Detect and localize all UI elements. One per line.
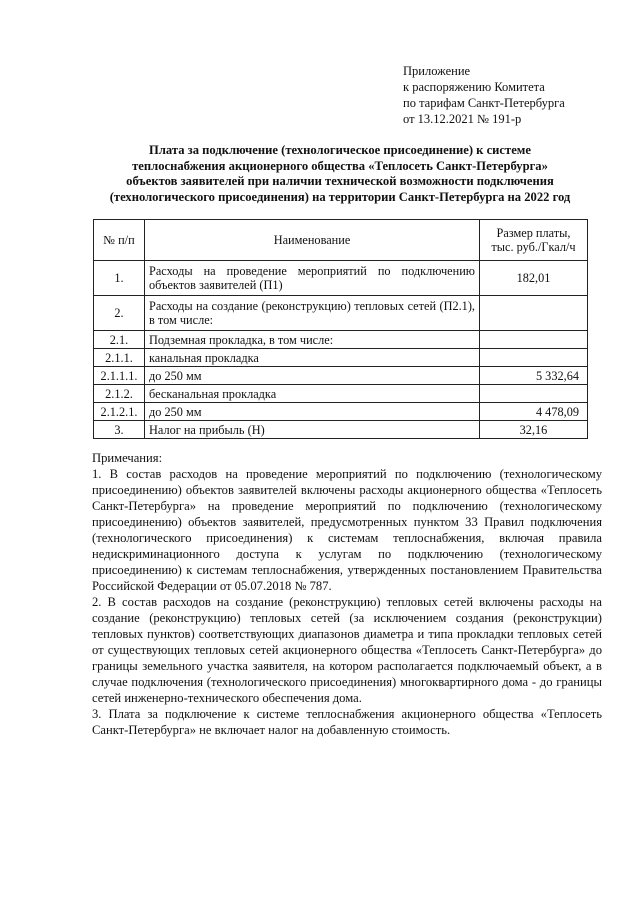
table-row <box>94 421 588 439</box>
header-size <box>480 220 588 261</box>
row-value: 5 332,64 <box>480 367 588 385</box>
note-item: 1. В состав расходов на проведение мероприятий по подключению (технологическому присоединению) объектов заявителей включены расходы акционерного общества «Теплосеть Санкт-Петербурга» на проведение мероприятий по подключению (технологическому присоединению) объектов заявителей, предусмотренных пунктом 33 Правил подключения (технологического присоединения) к системам теплоснабжения, включая правила недискриминационного доступа к услугам по подключению (технологическому присоединению) к системам теплоснабжения, утвержденных постановлением Правительства Российской Федерации от 05.07.2018 № 787. <box>92 467 602 593</box>
header-size-line1: Размер платы, <box>496 226 571 240</box>
row-name: бесканальная прокладка <box>145 385 480 403</box>
table-row <box>94 349 588 367</box>
appendix-line: Приложение <box>403 64 471 78</box>
row-value: 182,01 <box>480 261 588 296</box>
row-value: 32,16 <box>480 421 588 439</box>
title-line: теплоснабжения акционерного общества «Теплосеть Санкт-Петербурга» <box>132 158 548 173</box>
appendix-block <box>403 63 565 127</box>
row-num: 3. <box>94 421 145 439</box>
note-item: 2. В состав расходов на создание (реконструкцию) тепловых сетей включены расходы на создание (реконструкцию) тепловых сетей (за исключением создания (реконструкции) тепловых пунктов) соответствующих диапазонов диаметра и типа прокладки тепловых сетей от существующих тепловых сетей акционерного общества «Теплосеть Санкт-Петербурга» до границы земельного участка заявителя, на котором располагается подключаемый объект, а в случае подключения (технологического присоединения) многоквартирного дома - до границы сетей инженерно-технического обеспечения дома. <box>92 595 602 705</box>
fees-table <box>93 219 588 439</box>
row-name: до 250 мм <box>145 367 480 385</box>
header-size-line2: тыс. руб./Гкал/ч <box>491 240 576 254</box>
row-num: 2.1.1.1. <box>94 367 145 385</box>
row-num: 2.1.2.1. <box>94 403 145 421</box>
table-row <box>94 385 588 403</box>
table-row <box>94 403 588 421</box>
row-name: канальная прокладка <box>145 349 480 367</box>
table-row <box>94 296 588 331</box>
row-value <box>480 331 588 349</box>
row-value <box>480 349 588 367</box>
header-num: № п/п <box>94 220 145 261</box>
row-num: 2.1. <box>94 331 145 349</box>
row-name: Расходы на создание (реконструкцию) тепловых сетей (П2.1), в том числе: <box>145 296 480 331</box>
row-name: Расходы на проведение мероприятий по подключению объектов заявителей (П1) <box>145 261 480 296</box>
title-line: (технологического присоединения) на территории Санкт-Петербурга на 2022 год <box>109 189 571 204</box>
row-num: 2. <box>94 296 145 331</box>
appendix-line: от 13.12.2021 № 191-р <box>403 112 522 126</box>
row-num: 2.1.2. <box>94 385 145 403</box>
table-row <box>94 261 588 296</box>
row-value <box>480 296 588 331</box>
document-title <box>70 143 610 205</box>
row-value: 4 478,09 <box>480 403 588 421</box>
table-row <box>94 331 588 349</box>
row-name: Налог на прибыль (Н) <box>145 421 480 439</box>
appendix-line: к распоряжению Комитета <box>403 80 545 94</box>
table-header-row <box>94 220 588 261</box>
title-line: Плата за подключение (технологическое присоединение) к системе <box>149 143 531 157</box>
row-name: Подземная прокладка, в том числе: <box>145 331 480 349</box>
row-num: 1. <box>94 261 145 296</box>
note-item: 3. Плата за подключение к системе теплоснабжения акционерного общества «Теплосеть Санкт-Петербурга» не включает налог на добавленную стоимость. <box>92 707 602 737</box>
notes-heading: Примечания: <box>92 451 163 465</box>
row-name: до 250 мм <box>145 403 480 421</box>
title-line: объектов заявителей при наличии технической возможности подключения <box>126 174 554 188</box>
table-row <box>94 367 588 385</box>
header-name: Наименование <box>145 220 480 261</box>
row-num: 2.1.1. <box>94 349 145 367</box>
notes-block <box>92 450 602 738</box>
appendix-line: по тарифам Санкт-Петербурга <box>403 96 565 110</box>
row-value <box>480 385 588 403</box>
